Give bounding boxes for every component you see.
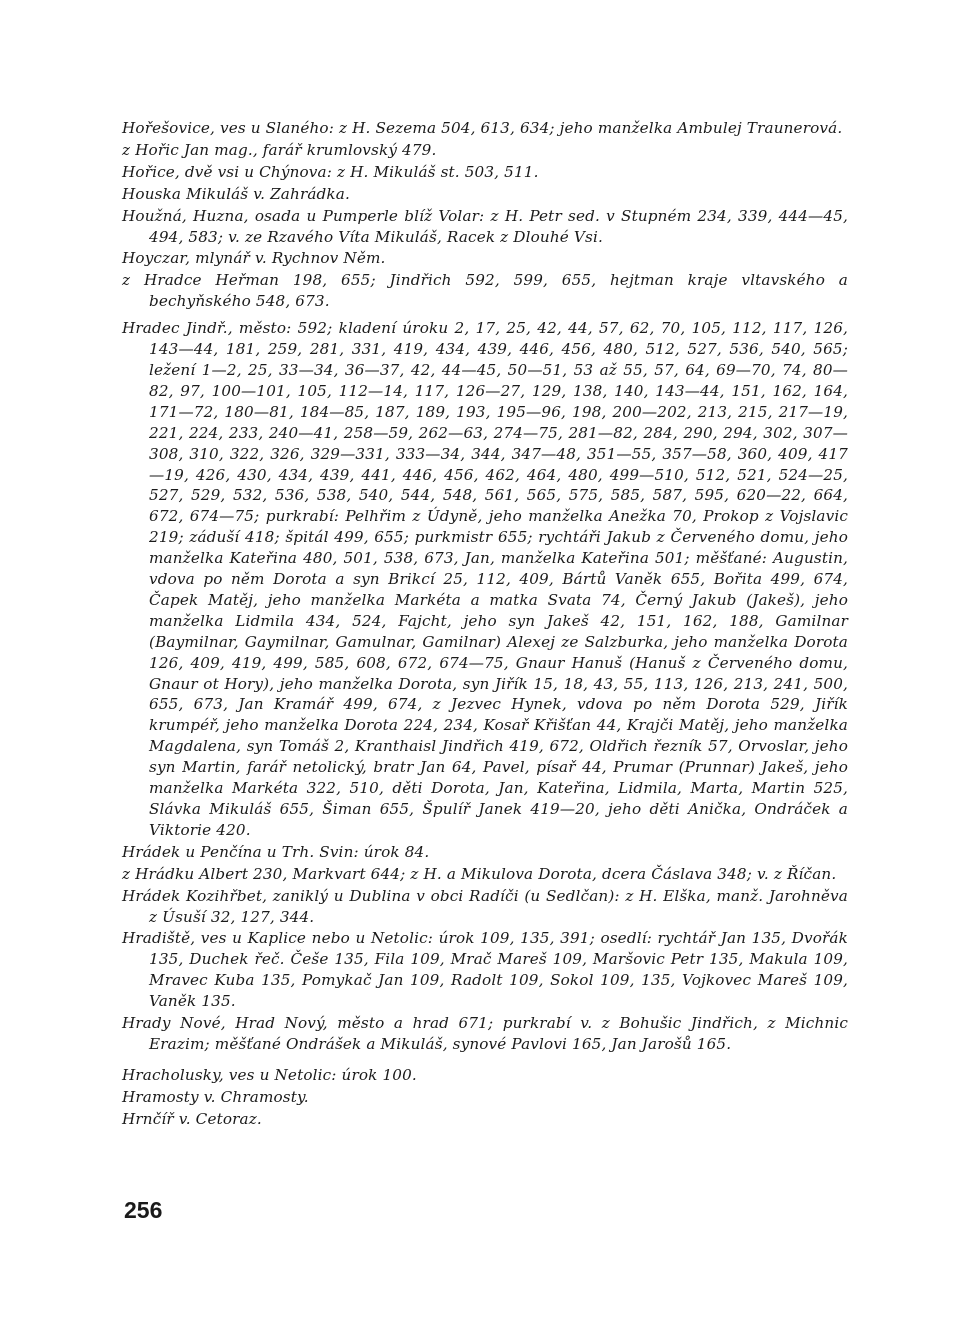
index-page [122, 118, 848, 1131]
index-entry-hracholusky: Hracholusky, ves u Netolic: úrok 100. [122, 1065, 417, 1084]
index-entry-houska: Houska Mikuláš v. Zahrádka. [122, 184, 350, 203]
index-entry-hoyczar: Hoyczar, mlynář v. Rychnov Něm. [122, 249, 386, 268]
index-entry-hradek-kozihrbet: Hrádek Kozihřbet, zaniklý u Dublina v obci Radíči (u Sedlčan): z H. Elška, manž. Jarohněva z Úsuší 32, 127, 344. [122, 886, 848, 926]
index-entry-hramosty: Hramosty v. Chramosty. [122, 1087, 309, 1106]
index-entry-horesovice: Hořešovice, ves u Slaného: z H. Sezema 504, 613, 634; jeho manželka Ambulej Traunerová. [122, 119, 843, 137]
index-entry-houzna: Houžná, Huzna, osada u Pumperle blíž Volar: z H. Petr sed. v Stupném 234, 339, 444—45, 494, 583; v. ze Rzavého Víta Mikuláš, Racek z Dlouhé Vsi. [122, 206, 848, 246]
index-entry-hradek-pencin: Hrádek u Penčína u Trh. Svin: úrok 84. [122, 842, 430, 861]
index-entry-hrncir: Hrnčíř v. Cetoraz. [122, 1109, 262, 1128]
page-number: 256 [124, 1197, 163, 1223]
index-entry-z-hradce: z Hradce Heřman 198, 655; Jindřich 592, 599, 655, hejtman kraje vltavského a bechyňského 548, 673. [122, 271, 848, 311]
index-entry-hradiste: Hradiště, ves u Kaplice nebo u Netolic: úrok 109, 135, 391; osedlí: rychtář Jan 135, Dvořák 135, Duchek řeč. Češe 135, Fila 109, Mrač Mareš 109, Maršovic Petr 135, Makula 109, Mravec Kuba 135, Pomykač Jan 109, Radolt 109, Sokol 109, 135, Vojkovec Mareš 109, Vaněk 135. [122, 929, 848, 1011]
index-entry-z-hradku: z Hrádku Albert 230, Markvart 644; z H. a Mikulova Dorota, dcera Čáslava 348; v. z Říčan. [122, 864, 837, 883]
index-entry-horice: Hořice, dvě vsi u Chýnova: z H. Mikuláš st. 503, 511. [122, 162, 539, 181]
index-entry-z-horic: z Hořic Jan mag., farář krumlovský 479. [122, 140, 437, 159]
index-entry-hrady-nove: Hrady Nové, Hrad Nový, město a hrad 671; purkrabí v. z Bohušic Jindřich, z Michnic Erazim; měšťané Ondrášek a Mikuláš, synové Pavlovi 165, Jan Jarošů 165. [122, 1014, 848, 1053]
index-entry-hradec-jindr: Hradec Jindř., město: 592; kladení úroku 2, 17, 25, 42, 44, 57, 62, 70, 105, 112, 117, 126, 143—44, 181, 259, 281, 331, 419, 434, 439, 446, 456, 480, 512, 527, 536, 540, 565; ležení 1—2, 25, 33—34, 36—37, 42, 44—45, 50—51, 53 až 55, 57, 64, 69—70, 74, 80—82, 97, 100—101, 105, 112—14, 117, 126—27, 129, 138, 140, 143—44, 151, 162, 164, 171—72, 180—81, 184—85, 187, 189, 193, 195—96, 198, 200—202, 213, 215, 217—19, 221, 224, 233, 240—41, 258—59, 262—63, 274—75, 281—82, 284, 290, 294, 302, 307—308, 310, 322, 326, 329—331, 333—34, 344, 347—48, 351—55, 357—58, 360, 409, 417—19, 426, 430, 434, 439, 441, 446, 456, 462, 464, 480, 499—510, 512, 521, 524—25, 527, 529, 532, 536, 538, 540, 544, 548, 561, 565, 575, 585, 587, 595, 620—22, 664, 672, 674—75; purkrabí: Pelhřim z Údyně, jeho manželka Anežka 70, Prokop z Vojslavic 219; záduší 418; špitál 499, 655; purkmistr 655; rychtáři Jakub z Červeného domu, jeho manželka Kateřina 480, 501, 538, 673, Jan, manželka Kateřina 501; měšťané: Augustin, vdova po něm Dorota a syn Brikcí 25, 112, 409, Bártů Vaněk 655, Bořita 499, 674, Čapek Matěj, jeho manželka Markéta a matka Svata 74, Černý Jakub (Jakeš), jeho manželka Lidmila 434, 524, Fajcht, jeho syn Jakeš 42, 151, 162, 188, Gamilnar (Baymilnar, Gaymilnar, Gamulnar, Gamilnar) Alexej ze Salzburka, jeho manželka Dorota 126, 409, 419, 499, 585, 608, 672, 674—75, Gnaur Hanuš (Hanuš z Červeného domu, Gnaur ot Hory), jeho manželka Dorota, syn Jiřík 15, 18, 43, 55, 113, 126, 213, 241, 500, 655, 673, Jan Kramář 499, 674, z Jezvec Hynek, vdova po něm Dorota 529, Jiřík krumpéř, jeho manželka Dorota 224, 234, Kosař Křišťan 44, Krajči Matěj, jeho manželka Magdalena, syn Tomáš 2, Kranthaisl Jindřich 419, 672, Oldřich řezník 57, Orvoslar, jeho syn Martin, farář netolický, bratr Jan 64, Pavel, písař 44, Prumar (Prunnar) Jakeš, jeho manželka Markéta 322, 510, děti Dorota, Jan, Kateřina, Lidmila, Marta, Martin 525, Slávka Mikuláš 655, Šiman 655, Špulíř Janek 419—20, jeho děti Anička, Ondráček a Viktorie 420. [122, 319, 848, 839]
